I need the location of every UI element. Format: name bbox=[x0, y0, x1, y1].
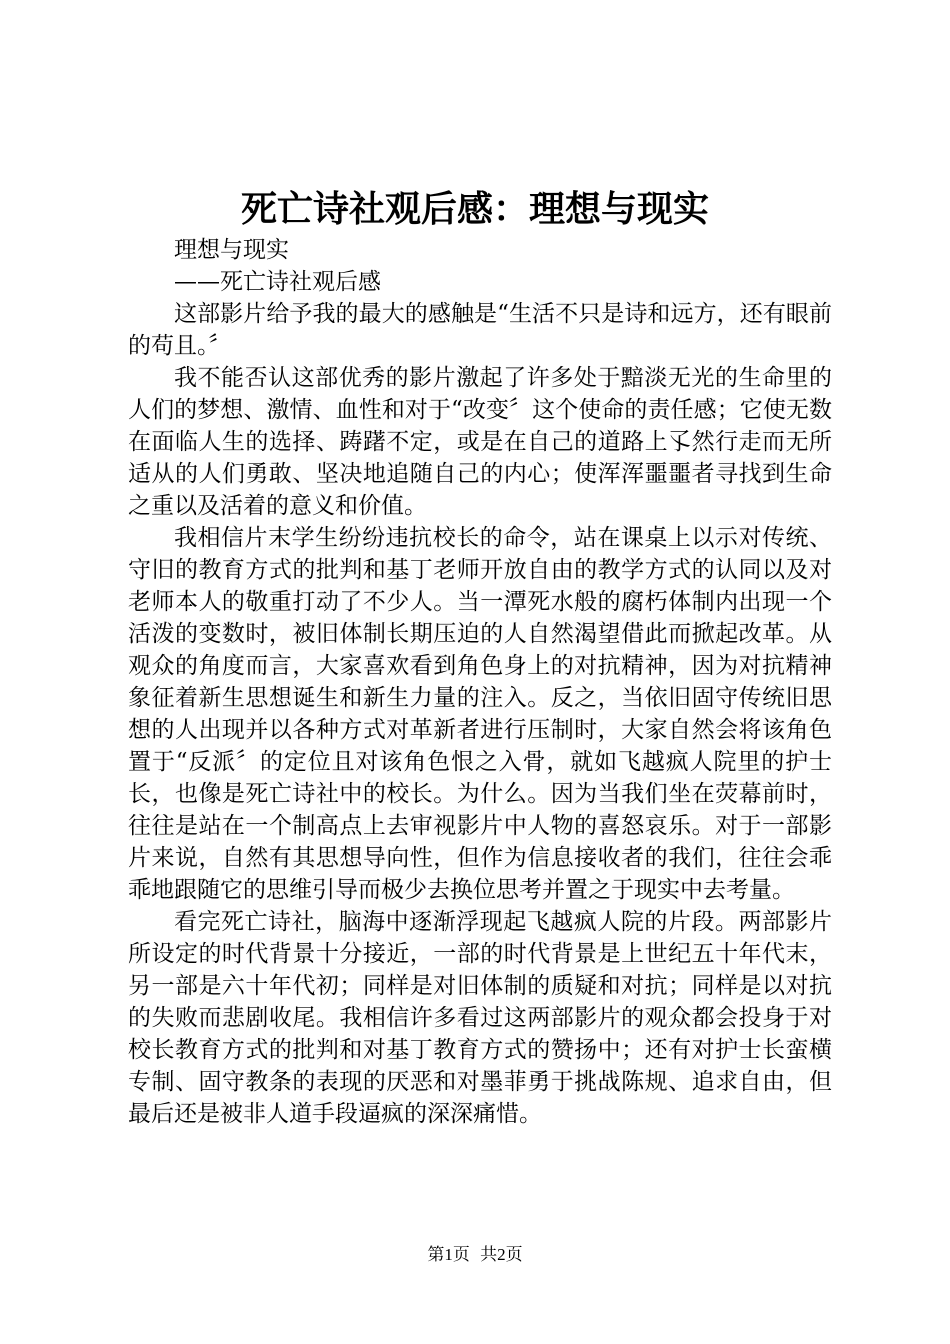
document-body bbox=[128, 234, 832, 1130]
byline: ——死亡诗社观后感 bbox=[174, 269, 381, 295]
paragraph: 这部影片给予我的最大的感触是“生活不只是诗和远方，还有眼前的苟且。〞 bbox=[128, 301, 832, 359]
paragraph: 我不能否认这部优秀的影片激起了许多处于黯淡无光的生命里的人们的梦想、激情、血性和对于“改变〞这个使命的责任感；它使无数在面临人生的选择、踌躇不定，或是在自己的道路上孓然行走而无所适从的人们勇敢、坚决地追随自己的内心；使浑浑噩噩者寻找到生命之重以及活着的意义和价值。 bbox=[128, 365, 832, 519]
page-footer bbox=[0, 1244, 950, 1266]
page-title: 死亡诗社观后感：理想与现实 bbox=[240, 188, 709, 230]
subtitle: 理想与现实 bbox=[174, 237, 289, 263]
paragraph: 我相信片末学生纷纷违抗校长的命令，站在课桌上以示对传统、守旧的教育方式的批判和基丁老师开放自由的教学方式的认同以及对老师本人的敬重打动了不少人。当一潭死水般的腐朽体制内出现一个活泼的变数时，被旧体制长期压迫的人自然渴望借此而掀起改革。从观众的角度而言，大家喜欢看到角色身上的对抗精神，因为对抗精神象征着新生思想诞生和新生力量的注入。反之，当依旧固守传统旧思想的人出现并以各种方式对革新者进行压制时，大家自然会将该角色置于“反派〞的定位且对该角色恨之入骨，就如飞越疯人院里的护士长，也像是死亡诗社中的校长。为什么。因为当我们坐在荧幕前时，往往是站在一个制高点上去审视影片中人物的喜怒哀乐。对于一部影片来说，自然有其思想导向性，但作为信息接收者的我们，往往会乖乖地跟随它的思维引导而极少去换位思考并置之于现实中去考量。 bbox=[128, 525, 832, 903]
paragraph: 看完死亡诗社，脑海中逐渐浮现起飞越疯人院的片段。两部影片所设定的时代背景十分接近，一部的时代背景是上世纪五十年代末，另一部是六十年代初；同样是对旧体制的质疑和对抗；同样是以对抗的失败而悲剧收尾。我相信许多看过这两部影片的观众都会投身于对校长教育方式的批判和对基丁教育方式的赞扬中；还有对护士长蛮横专制、固守教条的表现的厌恶和对墨菲勇于挑战陈规、追求自由，但最后还是被非人道手段逼疯的深深痛惜。 bbox=[128, 909, 832, 1127]
page-count: 共2页 bbox=[480, 1245, 523, 1264]
page-number: 第1页 bbox=[427, 1245, 470, 1264]
